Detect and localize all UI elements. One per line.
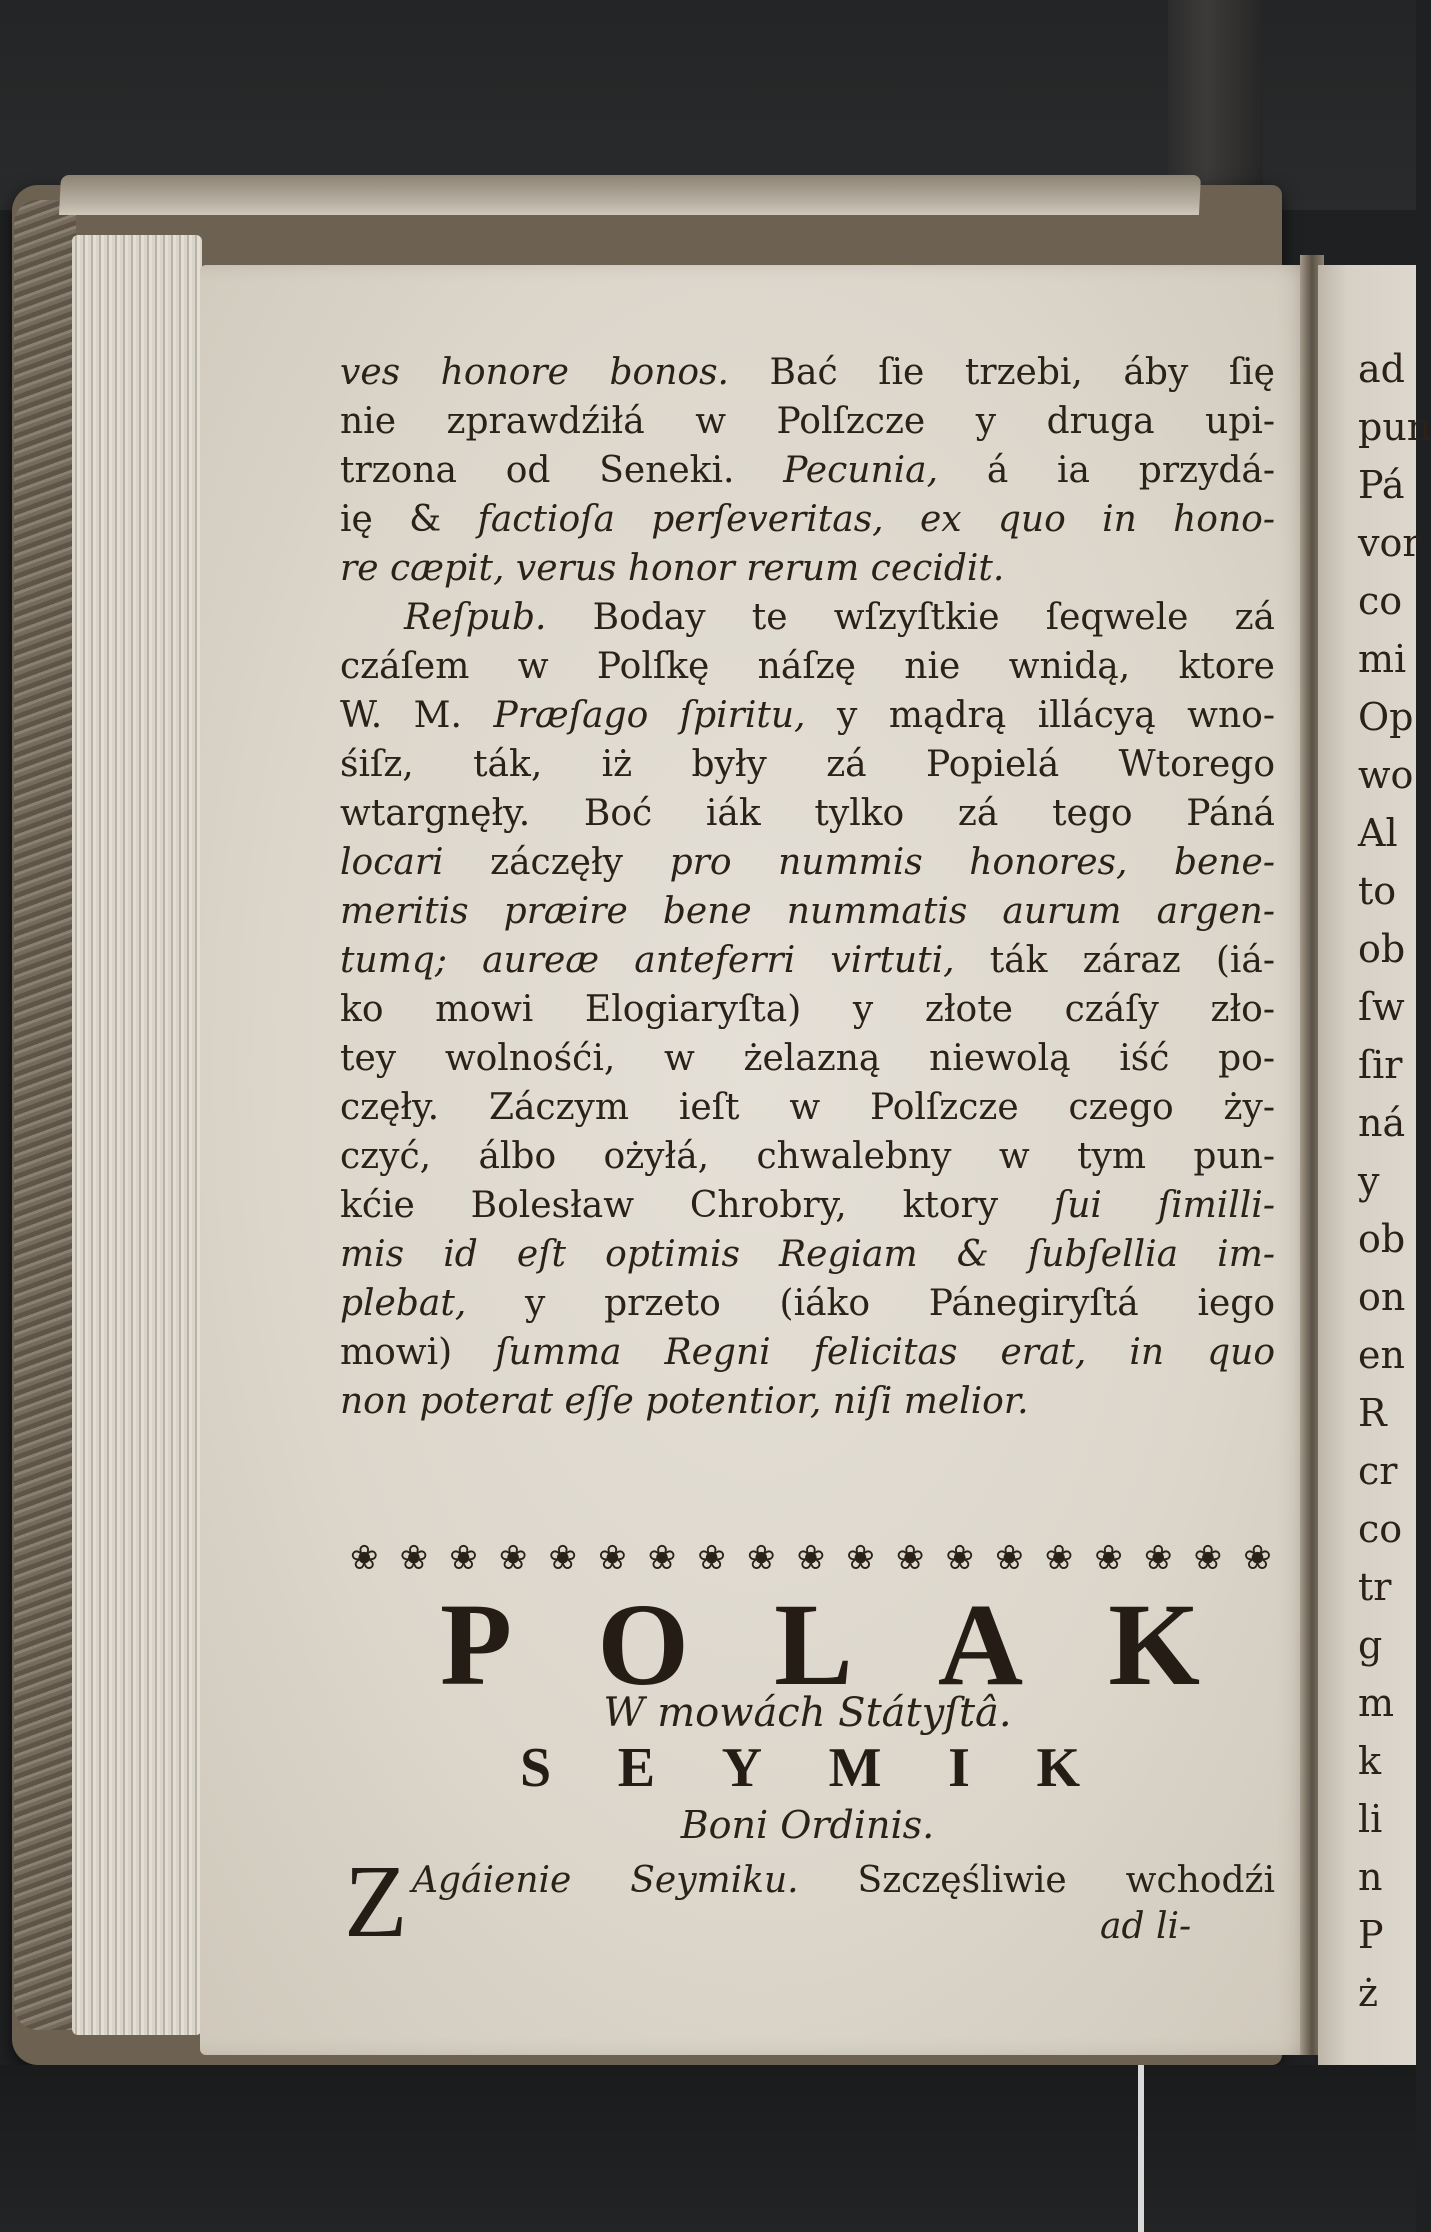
page-edges (72, 235, 202, 2035)
text-line: ię & factioſa perſeveritas, ex quo in hono- (340, 499, 1276, 540)
fleuron-icon: ❀ (1144, 1538, 1173, 1578)
fleuron-icon: ❀ (498, 1538, 528, 1578)
fleuron-icon: ❀ (697, 1538, 726, 1578)
facing-page-fragment: R (1358, 1391, 1387, 1435)
fleuron-icon: ❀ (449, 1538, 478, 1578)
title-letter: A (937, 1579, 1024, 1710)
text-line: kćie Bolesław Chrobry, ktory ſui ſimilli- (340, 1185, 1275, 1226)
facing-page-fragment: m (1358, 1681, 1395, 1725)
facing-page-fragment: to (1358, 869, 1397, 913)
fleuron-icon: ❀ (1044, 1538, 1074, 1578)
fleuron-icon: ❀ (548, 1538, 577, 1578)
section-letter: S (520, 1737, 552, 1799)
fleuron-icon: ❀ (1193, 1538, 1223, 1578)
facing-page-fragment: ob (1358, 1217, 1406, 1261)
facing-page-fragment: pun (1358, 405, 1431, 449)
section-letter: E (617, 1737, 656, 1799)
text-line: tumq; aureæ anteferri virtuti, ták záraz (iá- (340, 940, 1275, 981)
text-line: Reſpub. Boday te wſzyſtkie ſeqwele zá (404, 597, 1275, 638)
facing-page-fragment: P (1358, 1913, 1384, 1957)
text-line: śiſz, ták, iż były zá Popielá Wtorego (340, 744, 1275, 785)
chapter-title (440, 1579, 1200, 1710)
opening-line-rest: Szczęśliwie wchodźi (857, 1860, 1275, 1901)
facing-page-fragment: ſw (1358, 985, 1405, 1029)
facing-page-fragment: k (1358, 1739, 1382, 1783)
measuring-tape (1138, 2065, 1144, 2232)
text-line: tey wolnośći, w żelazną niewolą iść po- (340, 1038, 1275, 1079)
text-line: ves honore bonos. Bać ſie trzebi, áby ſię (340, 352, 1275, 393)
facing-page-fragment: on (1358, 1275, 1406, 1319)
fleuron-icon: ❀ (945, 1538, 974, 1578)
fleuron-icon: ❀ (350, 1538, 379, 1578)
section-letter: M (828, 1737, 882, 1799)
section-title (520, 1736, 1080, 1800)
facing-page-fragment: mi (1358, 637, 1407, 681)
ornament-divider (350, 1536, 1272, 1580)
fleuron-icon: ❀ (647, 1538, 677, 1578)
title-letter: L (774, 1579, 853, 1710)
opening-line-italic: Agáienie Seymiku. (412, 1860, 799, 1901)
text-line: mis id eſt optimis Regiam & ſubſellia im- (340, 1234, 1275, 1275)
fleuron-icon: ❀ (796, 1538, 826, 1578)
text-line: W. M. Præſago ſpiritu, y mądrą illácyą wno- (340, 695, 1276, 736)
facing-page-fragment: y (1358, 1159, 1380, 1203)
cover-edge (59, 175, 1201, 215)
facing-page-fragment: vor (1358, 521, 1421, 565)
facing-page-fragment: tr (1358, 1565, 1392, 1609)
facing-page-fragment: cr (1358, 1449, 1398, 1493)
background-bottom (0, 2065, 1416, 2232)
facing-page-fragment: Op (1358, 695, 1414, 739)
text-line: czyć, álbo ożyłá, chwalebny w tym pun- (340, 1136, 1275, 1177)
facing-page-fragment: co (1358, 1507, 1403, 1551)
text-line: re cæpit, verus honor rerum cecidit. (340, 548, 1005, 589)
title-letter: O (597, 1579, 689, 1710)
section-letter: I (948, 1737, 970, 1799)
fleuron-icon: ❀ (1094, 1538, 1123, 1578)
facing-page (1318, 265, 1431, 2065)
facing-page-fragment: ſir (1358, 1043, 1403, 1087)
facing-page-fragment: co (1358, 579, 1403, 623)
chapter-subtitle: W mowách Státyſtâ. (603, 1690, 1012, 1736)
fleuron-icon: ❀ (1243, 1538, 1272, 1578)
drop-cap: Z (344, 1844, 408, 1959)
text-line: meritis præire bene nummatis aurum argen- (340, 891, 1275, 932)
section-letter: Y (721, 1737, 763, 1799)
text-line: ko mowi Elogiaryſta) y złote czáſy zło- (340, 989, 1275, 1030)
fleuron-icon: ❀ (895, 1538, 925, 1578)
facing-page-fragment: Pá (1358, 463, 1405, 507)
facing-page-fragment: ob (1358, 927, 1406, 971)
text-line: czáſem w Polſkę náſzę nie wnidą, ktore (340, 646, 1275, 687)
facing-page-fragment: n (1358, 1855, 1383, 1899)
title-letter: P (440, 1579, 513, 1710)
text-line: nie zprawdźiłá w Polſzcze y druga upi- (340, 401, 1275, 442)
book-spine (14, 200, 76, 2030)
facing-page-fragment: ad (1358, 347, 1405, 391)
text-line: trzona od Seneki. Pecunia, á ia przydá- (340, 450, 1275, 491)
facing-page-fragment: wo (1358, 753, 1414, 797)
facing-page-fragment: ná (1358, 1101, 1406, 1145)
catchword: ad li- (1100, 1906, 1192, 1947)
facing-page-fragment: Al (1358, 811, 1398, 855)
fleuron-icon: ❀ (598, 1538, 627, 1578)
facing-page-fragment: ż (1358, 1971, 1379, 2015)
text-line: non poterat eſſe potentior, niſi melior. (340, 1381, 1029, 1422)
text-line: wtargnęły. Boć iák tylko zá tego Páná (340, 793, 1275, 834)
facing-page-fragment: en (1358, 1333, 1405, 1377)
body-text (340, 348, 1275, 1426)
facing-page-fragment: li (1358, 1797, 1383, 1841)
title-letter: K (1108, 1579, 1200, 1710)
opening-line (412, 1858, 1275, 1904)
section-subtitle: Boni Ordinis. (680, 1803, 935, 1847)
fleuron-icon: ❀ (399, 1538, 429, 1578)
fleuron-icon: ❀ (747, 1538, 776, 1578)
section-letter: K (1036, 1737, 1080, 1799)
text-line: mowi) ſumma Regni felicitas erat, in quo (340, 1332, 1275, 1373)
text-line: locari záczęły pro nummis honores, bene- (340, 842, 1276, 883)
facing-page-fragment: g (1358, 1623, 1383, 1667)
fleuron-icon: ❀ (846, 1538, 875, 1578)
fleuron-icon: ❀ (995, 1538, 1024, 1578)
text-line: częły. Záczym ieſt w Polſzcze czego ży- (340, 1087, 1275, 1128)
text-line: plebat, y przeto (iáko Pánegiryſtá iego (340, 1283, 1275, 1324)
